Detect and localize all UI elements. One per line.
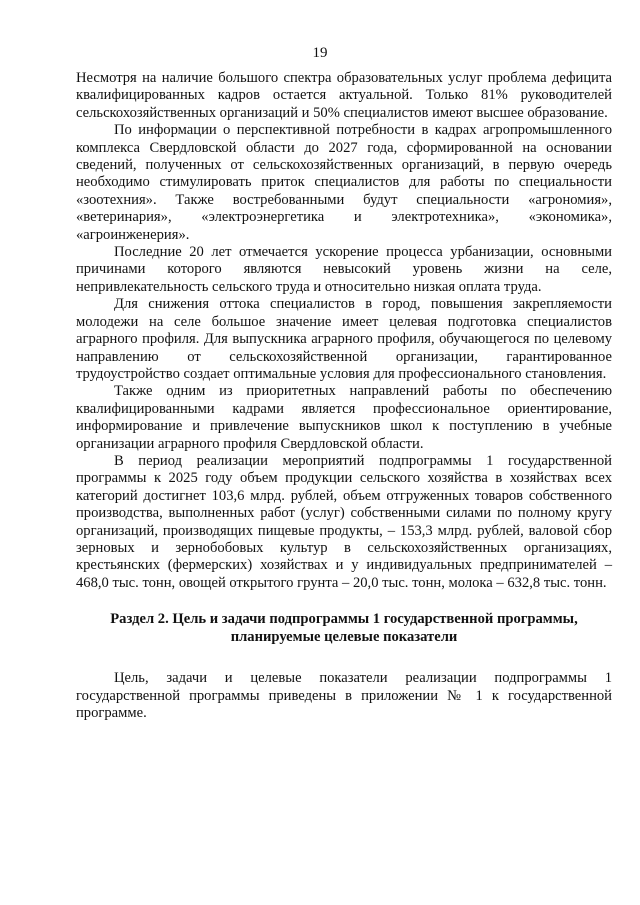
document-body — [76, 70, 612, 722]
paragraph-2025-targets: В период реализации мероприятий подпрограммы 1 государственной программы к 2025 году объем продукции сельского хозяйства в хозяйствах всех категорий достигнет 103,6 млрд. рублей, объем отгруженных товаров собственного производства, выполненных работ (услуг) собственными силами по полному кругу организаций, производящих пищевые продукты, – 153,3 млрд. рублей, валовой сбор зерновых и зернобобовых культур в сельскохозяйственных организациях, крестьянских (фермерских) хозяйствах и у индивидуальных предпринимателей – 468,0 тыс. тонн, овощей открытого грунта – 20,0 тыс. тонн, молока – 632,8 тыс. тонн. — [76, 452, 612, 591]
paragraph-career-guidance: Также одним из приоритетных направлений работы по обеспечению квалифицированными кадрами является профессиональное ориентирование, информирование и привлечение выпускников школ к поступлению в учебные организации аграрного профиля Свердловской области. — [76, 383, 612, 452]
page-number: 19 — [312, 45, 328, 61]
paragraph-targeted-training: Для снижения оттока специалистов в город, повышения закрепляемости молодежи на селе большое значение имеет целевая подготовка специалистов аграрного профиля. Для выпускника аграрного профиля, обучающегося по целевому направлению от сельскохозяйственной организации, гарантированное трудоустройство создает оптимальные условия для профессионального становления. — [76, 296, 612, 382]
paragraph-goals-reference: Цель, задачи и целевые показатели реализации подпрограммы 1 государственной программы приведены в приложении № 1 к государственной программе. — [76, 670, 612, 721]
section-heading-line-2: планируемые целевые показатели — [230, 629, 458, 646]
paragraph-urbanization: Последние 20 лет отмечается ускорение процесса урбанизации, основными причинами которого являются невысокий уровень жизни на селе, непривлекательность сельского труда и относительно низкая оплата труда. — [76, 244, 612, 295]
paragraph-staff-demand-2027: По информации о перспективной потребности в кадрах агропромышленного комплекса Свердловской области до 2027 года, сформированной на основании сведений, полученных от сельскохозяйственных организаций, в первую очередь необходимо стимулировать приток специалистов для работы по специальности «зоотехния». Также востребованными будут специальности «агрономия», «ветеринария», «электроэнергетика и электротехника», «экономика», «агроинженерия». — [76, 122, 612, 243]
section-heading-line-1: Раздел 2. Цель и задачи подпрограммы 1 государственной программы, — [110, 611, 578, 628]
paragraph-qualification-shortage: Несмотря на наличие большого спектра образовательных услуг проблема дефицита квалифицированных кадров остается актуальной. Только 81% руководителей сельскохозяйственных организаций и 50% специалистов имеют высшее образование. — [76, 70, 612, 121]
section-heading — [76, 610, 612, 646]
